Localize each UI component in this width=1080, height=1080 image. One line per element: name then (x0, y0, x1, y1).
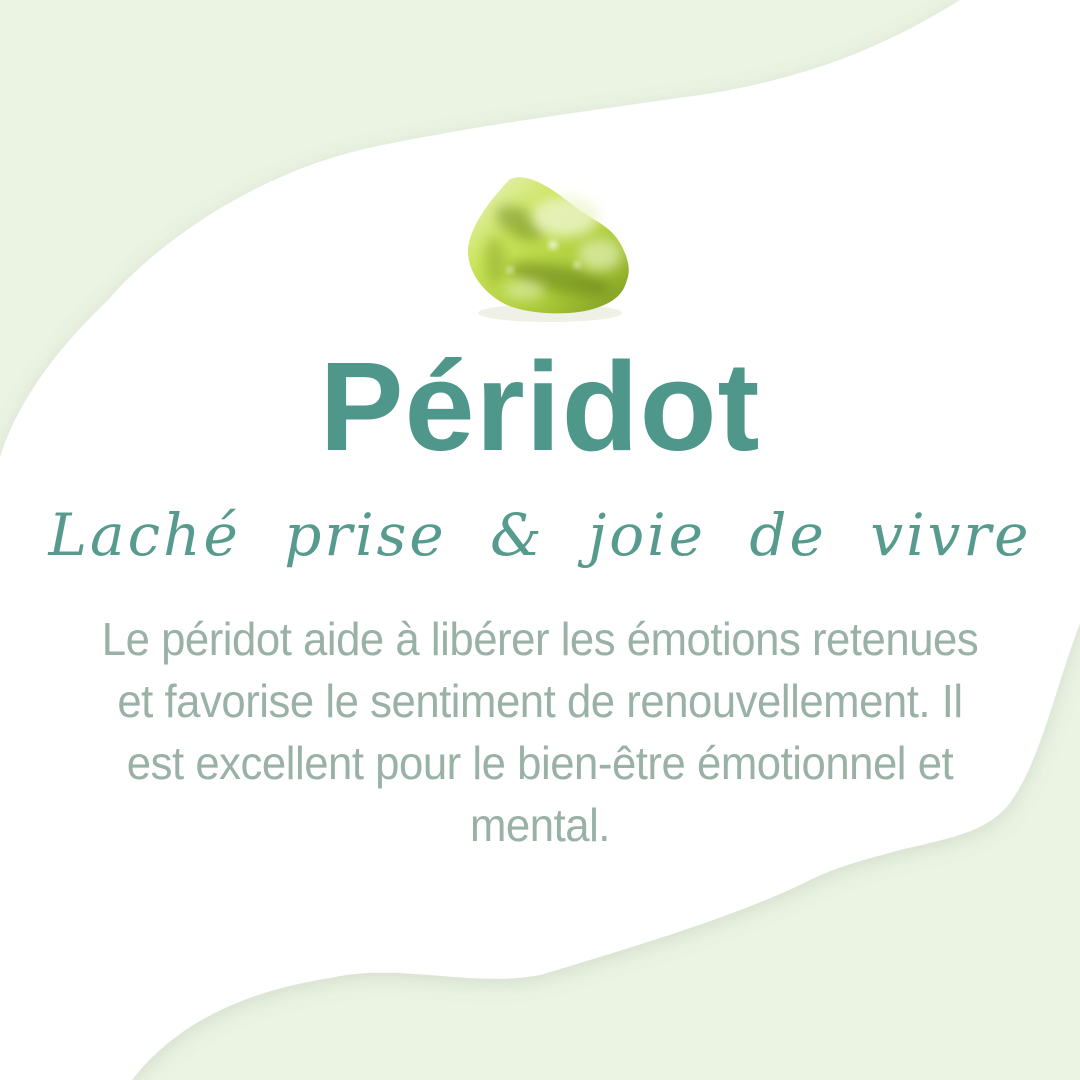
body-line: est excellent pour le bien-être émotionnel et (126, 737, 954, 789)
stone-sparkle (549, 241, 557, 249)
stone-dark-edge (485, 236, 505, 284)
page-subtitle: Laché prise & joie de vivre (48, 501, 1032, 569)
body-line: Le péridot aide à libérer les émotions retenues (101, 613, 979, 665)
body-text (27, 608, 1053, 856)
body-line: et favorise le sentiment de renouvellement. Il (117, 675, 963, 727)
page-title: Péridot (319, 336, 761, 477)
stone-sparkle (507, 267, 513, 273)
stone-highlight-right (578, 239, 622, 271)
body-line: mental. (469, 799, 610, 851)
stone-sparkle (574, 262, 580, 268)
stone-highlight-top (531, 197, 599, 237)
stone-highlight-bottom (505, 280, 545, 300)
